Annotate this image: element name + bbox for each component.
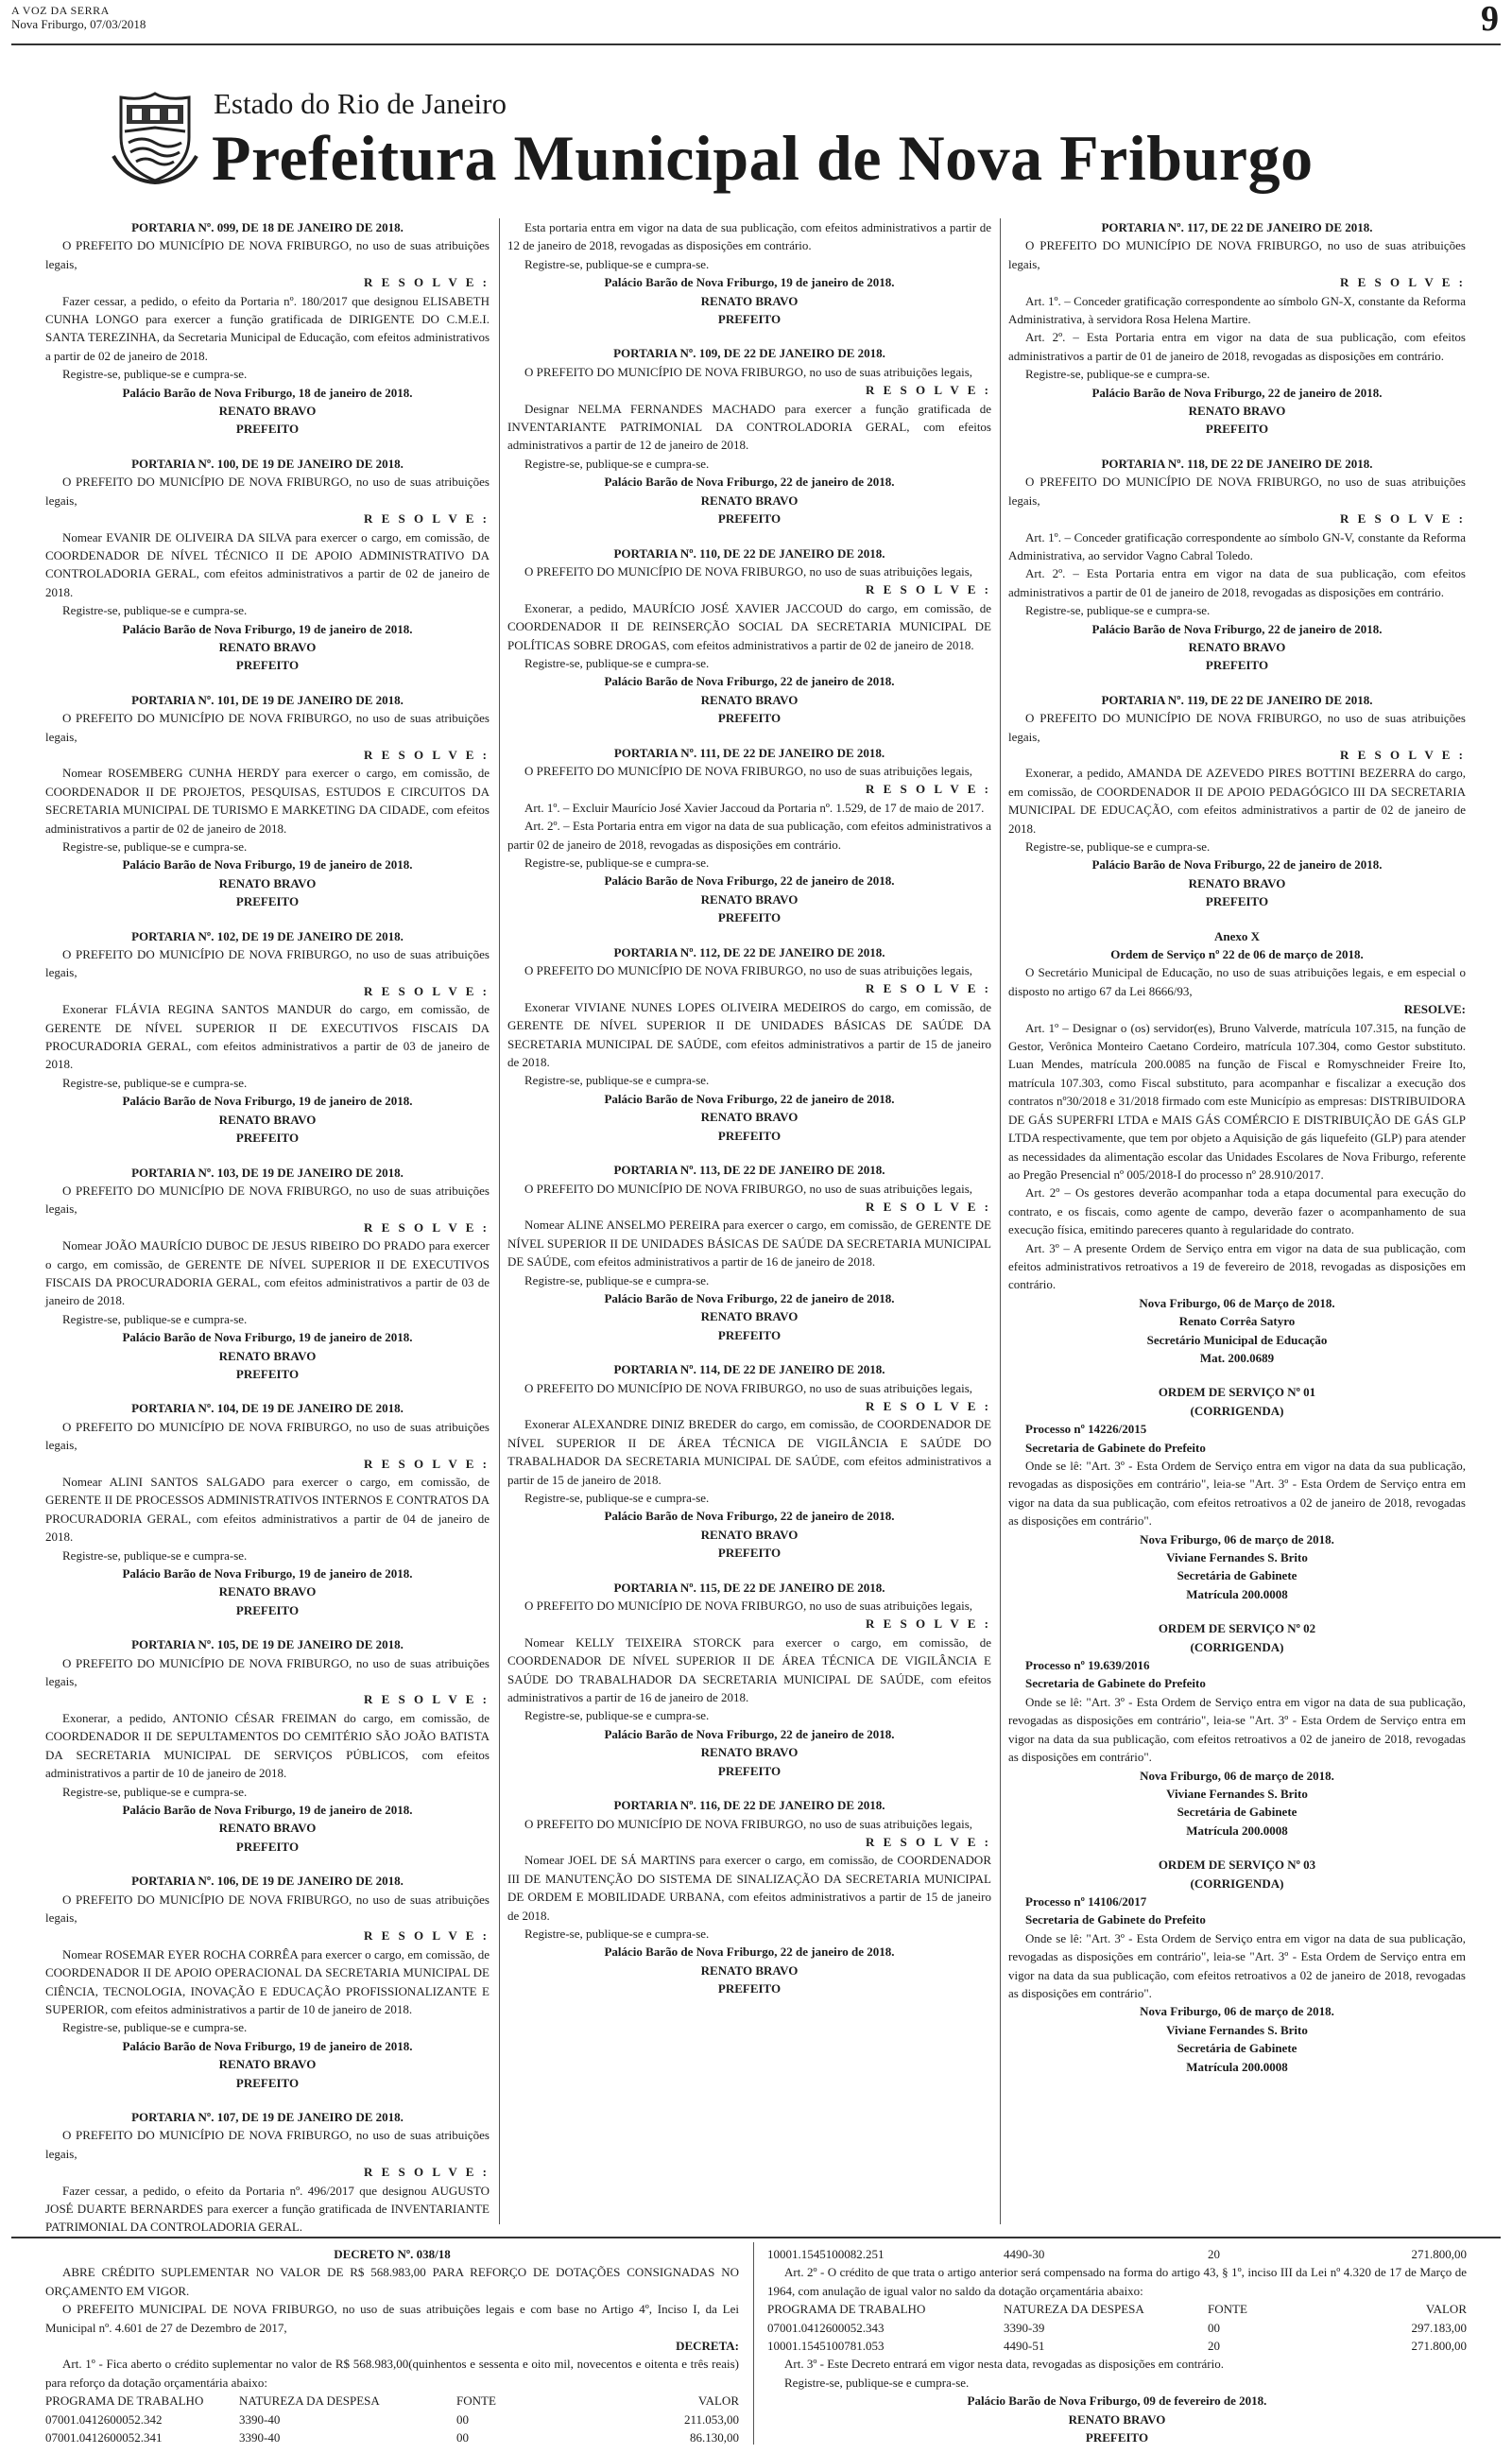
signature-line: RENATO BRAVO	[700, 1962, 799, 1978]
act-paragraph: Nomear ROSEMBERG CUNHA HERDY para exercer o cargo, em comissão, de COORDENADOR II DE PROJETOS, PESQUISAS, ESTUDOS E CIRCUITOS DA SECRETARIA MUNICIPAL DE TURISMO E MARKETING DA CIDADE, com efeitos administrativos a partir de 02 de janeiro de 2018.	[45, 766, 490, 836]
resolve-label: R E S O L V E :	[363, 1928, 490, 1944]
table-cell: 297.183,00	[1411, 2320, 1467, 2335]
signature-line: PREFEITO	[235, 2075, 300, 2090]
resolve-label: R E S O L V E :	[865, 981, 991, 996]
decree-left	[45, 2245, 739, 2446]
act-title: PORTARIA Nº. 101, DE 19 DE JANEIRO DE 2018.	[131, 692, 404, 707]
signature-line: Secretária de Gabinete	[1177, 1805, 1297, 1820]
act-paragraph: Registre-se, publique-se e cumpra-se.	[524, 655, 710, 670]
act-title: PORTARIA Nº. 116, DE 22 DE JANEIRO DE 2018.	[613, 1798, 885, 1813]
decree-publish: Registre-se, publique-se e cumpra-se.	[784, 2375, 970, 2390]
resolve-label: R E S O L V E :	[363, 275, 490, 290]
act-paragraph: Registre-se, publique-se e cumpra-se.	[524, 855, 710, 870]
signature-line: RENATO BRAVO	[700, 1309, 799, 1324]
act-paragraph: Onde se lê: "Art. 3º - Esta Ordem de Serviço entra em vigor na data de sua publicação, revogadas as disposições em contrário", leia-se "Art. 3º - Esta Ordem de Serviço entra em vigor na data da sua publicação, com efeitos retroativos a 02 de janeiro de 2018, revogadas as disposições em contrário".	[1008, 1930, 1466, 2000]
process-label: Secretaria de Gabinete do Prefeito	[1025, 1676, 1206, 1691]
process-label: Secretaria de Gabinete do Prefeito	[1025, 1912, 1206, 1927]
signature-line: Palácio Barão de Nova Friburgo, 22 de janeiro de 2018.	[1091, 385, 1383, 400]
decree-article-2: Art. 2º - O crédito de que trata o artigo anterior será compensado na forma do artigo 43, § 1º, inciso III da Lei nº 4.320 de 17 de Março de 1964, com anulação de igual valor no saldo da dotação orçamentária abaixo:	[767, 2265, 1467, 2298]
act-title: PORTARIA Nº. 118, DE 22 DE JANEIRO DE 2018.	[1101, 456, 1373, 471]
act-paragraph: Registre-se, publique-se e cumpra-se.	[524, 256, 710, 271]
act-paragraph: Exonerar, a pedido, ANTONIO CÉSAR FREIMAN do cargo, em comissão, de COORDENADOR II DE SEPULTAMENTOS DO CEMITÉRIO SÃO JOÃO BATISTA DA SECRETARIA MUNICIPAL DE SERVIÇOS PÚBLICOS, com efeitos administrativos a partir de 10 de janeiro de 2018.	[45, 1710, 490, 1781]
act-paragraph: Exonerar, a pedido, AMANDA DE AZEVEDO PIRES BOTTINI BEZERRA do cargo, em comissão, de COORDENADOR II DE APOIO PEDAGÓGICO III DA SECRETARIA MUNICIPAL DE EDUCAÇÃO, com efeitos administrativos a partir de 02 de janeiro de 2018.	[1008, 766, 1466, 836]
table-header-cell: VALOR	[697, 2394, 739, 2409]
signature-line: PREFEITO	[717, 910, 782, 925]
act-paragraph: O PREFEITO DO MUNICÍPIO DE NOVA FRIBURGO, no uso de suas atribuições legais,	[45, 1419, 490, 1453]
act-paragraph: Registre-se, publique-se e cumpra-se.	[1025, 603, 1211, 618]
act-paragraph: O PREFEITO DO MUNICÍPIO DE NOVA FRIBURGO, no uso de suas atribuições legais,	[45, 1183, 490, 1217]
act-title: (CORRIGENDA)	[1190, 1639, 1284, 1654]
decree-signature-title: PREFEITO	[1085, 2430, 1149, 2445]
signature-line: Nova Friburgo, 06 de Março de 2018.	[1139, 1295, 1335, 1310]
act-paragraph: O PREFEITO DO MUNICÍPIO DE NOVA FRIBURGO, no uso de suas atribuições legais,	[45, 2128, 490, 2161]
signature-line: Palácio Barão de Nova Friburgo, 22 de janeiro de 2018.	[604, 1091, 895, 1106]
act-paragraph: Exonerar VIVIANE NUNES LOPES OLIVEIRA MEDEIROS do cargo, em comissão, de GERENTE DE NÍVEL SUPERIOR II DE UNIDADES BÁSICAS DE SAÚDE DA SECRETARIA MUNICIPAL DE SAÚDE, com efeitos administrativos a partir de 15 de janeiro de 2018.	[507, 999, 991, 1070]
act-paragraph: Nomear ROSEMAR EYER ROCHA CORRÊA para exercer o cargo, em comissão, de COORDENADOR II DE APOIO OPERACIONAL DA SECRETARIA MUNICIPAL DE CIÊNCIA, TECNOLOGIA, INOVAÇÃO E EDUCAÇÃO PROFISSIONALIZANTE E SUPERIOR, com efeitos administrativos a partir de 10 de janeiro de 2018.	[45, 1946, 490, 2016]
act-paragraph: O PREFEITO DO MUNICÍPIO DE NOVA FRIBURGO, no uso de suas atribuições legais,	[524, 1380, 973, 1395]
act-title: PORTARIA Nº. 114, DE 22 DE JANEIRO DE 2018.	[613, 1362, 885, 1377]
table-header-cell: PROGRAMA DE TRABALHO	[45, 2394, 204, 2409]
signature-line: Palácio Barão de Nova Friburgo, 19 de janeiro de 2018.	[122, 2038, 413, 2053]
signature-line: RENATO BRAVO	[700, 891, 799, 907]
table-row	[767, 2337, 1467, 2355]
signature-line: PREFEITO	[1205, 658, 1269, 673]
signature-line: Palácio Barão de Nova Friburgo, 19 de janeiro de 2018.	[122, 857, 413, 873]
act-title: PORTARIA Nº. 110, DE 22 DE JANEIRO DE 2018.	[613, 545, 885, 561]
act-paragraph: O PREFEITO DO MUNICÍPIO DE NOVA FRIBURGO, no uso de suas atribuições legais,	[45, 1892, 490, 1925]
signature-line: Viviane Fernandes S. Brito	[1166, 1786, 1308, 1801]
act-paragraph: O PREFEITO DO MUNICÍPIO DE NOVA FRIBURGO, no uso de suas atribuições legais,	[524, 1816, 973, 1831]
budget-table-header	[767, 2300, 1467, 2318]
signature-line: RENATO BRAVO	[700, 1745, 799, 1760]
act-title: ORDEM DE SERVIÇO Nº 01	[1158, 1385, 1316, 1400]
signature-line: RENATO BRAVO	[700, 692, 799, 707]
decree-summary: ABRE CRÉDITO SUPLEMENTAR NO VALOR DE R$ 568.983,00 PARA REFORÇO DE DOTAÇÕES CONSIGNADAS NO ORÇAMENTO EM VIGOR.	[45, 2265, 739, 2298]
act-paragraph: Art. 1º. – Conceder gratificação correspondente ao símbolo GN-X, constante da Reforma Administrativa, à servidora Rosa Helena Martire.	[1008, 293, 1466, 327]
decree-article-1: Art. 1º - Fica aberto o crédito suplementar no valor de R$ 568.983,00(quinhentos e sessenta e oito mil, novecentos e oitenta e três reais) para reforço da dotação orçamentária abaixo:	[45, 2357, 739, 2390]
signature-line: Palácio Barão de Nova Friburgo, 18 de janeiro de 2018.	[122, 385, 413, 400]
city-hall-title: Prefeitura Municipal de Nova Friburgo	[212, 122, 1314, 194]
act-title: (CORRIGENDA)	[1190, 1875, 1284, 1891]
city-coat-of-arms-icon	[108, 90, 202, 184]
act-paragraph: Fazer cessar, a pedido, o efeito da Portaria nº. 496/2017 que designou AUGUSTO JOSÉ DUARTE BERNARDES para exercer a função gratificada de INVENTARIANTE PATRIMONIAL DA CONTROLADORIA GERAL.	[45, 2183, 490, 2235]
signature-line: Palácio Barão de Nova Friburgo, 22 de janeiro de 2018.	[604, 1290, 895, 1305]
act-paragraph: Nomear JOEL DE SÁ MARTINS para exercer o cargo, em comissão, de COORDENADOR III DE MANUTENÇÃO DO SISTEMA DE SINALIZAÇÃO DA SECRETARIA MUNICIPAL DE ORDEM E MOBILIDADE URBANA, com efeitos administrativos a partir de 15 de janeiro de 2018.	[507, 1853, 991, 1923]
signature-line: Palácio Barão de Nova Friburgo, 22 de janeiro de 2018.	[604, 1944, 895, 1960]
column-divider	[753, 2242, 754, 2445]
resolve-label: R E S O L V E :	[865, 582, 991, 597]
resolve-label: R E S O L V E :	[865, 1199, 991, 1214]
act-title: PORTARIA Nº. 109, DE 22 DE JANEIRO DE 2018.	[613, 346, 885, 361]
header-divider	[11, 43, 1501, 45]
signature-line: Matrícula 200.0008	[1186, 1586, 1288, 1601]
table-row	[767, 2245, 1467, 2263]
signature-line: RENATO BRAVO	[1188, 639, 1286, 654]
table-cell: 07001.0412600052.343	[767, 2320, 885, 2335]
decree-title: DECRETO Nº. 038/18	[334, 2247, 451, 2261]
page-number: 9	[1481, 0, 1499, 39]
signature-line: RENATO BRAVO	[218, 1348, 317, 1363]
column-divider	[499, 218, 500, 2224]
act-paragraph: Registre-se, publique-se e cumpra-se.	[524, 1708, 710, 1723]
table-cell: 3390-39	[1004, 2320, 1045, 2335]
act-paragraph: Fazer cessar, a pedido, o efeito da Portaria nº. 180/2017 que designou ELISABETH CUNHA LONGO para exercer a função gratificada de DIRIGENTE DO C.M.E.I. SANTA TEREZINHA, da Secretaria Municipal de Educação, com efeitos administrativos a partir de 02 de janeiro de 2018.	[45, 293, 490, 363]
act-title: ORDEM DE SERVIÇO Nº 03	[1158, 1858, 1316, 1873]
act-paragraph: O PREFEITO DO MUNICÍPIO DE NOVA FRIBURGO, no uso de suas atribuições legais,	[45, 238, 490, 271]
table-row	[45, 2428, 739, 2446]
table-row	[767, 2319, 1467, 2337]
signature-line: Nova Friburgo, 06 de março de 2018.	[1140, 1531, 1334, 1547]
resolve-label: R E S O L V E :	[363, 1456, 490, 1471]
table-header-cell: NATUREZA DA DESPESA	[239, 2394, 380, 2409]
act-paragraph: Exonerar FLÁVIA REGINA SANTOS MANDUR do cargo, em comissão, de GERENTE DE NÍVEL SUPERIOR II DE EXECUTIVOS FISCAIS DA PROCURADORIA GERAL, com efeitos administrativos a partir de 03 de janeiro de 2018.	[45, 1002, 490, 1072]
table-cell: 07001.0412600052.341	[45, 2430, 163, 2445]
act-paragraph: Registre-se, publique-se e cumpra-se.	[62, 603, 248, 618]
column-1	[45, 218, 490, 2237]
signature-line: Palácio Barão de Nova Friburgo, 19 de janeiro de 2018.	[122, 1802, 413, 1817]
signature-line: PREFEITO	[235, 1131, 300, 1146]
act-paragraph: O PREFEITO DO MUNICÍPIO DE NOVA FRIBURGO, no uso de suas atribuições legais,	[45, 947, 490, 980]
act-paragraph: Nomear ALINE ANSELMO PEREIRA para exercer o cargo, em comissão, de GERENTE DE NÍVEL SUPERIOR II DE UNIDADES BÁSICAS DE SAÚDE DA SECRETARIA MUNICIPAL DE SAÚDE, com efeitos administrativos a partir de 16 de janeiro de 2018.	[507, 1218, 991, 1270]
signature-line: PREFEITO	[717, 1327, 782, 1342]
act-paragraph: Art. 2º. – Esta Portaria entra em vigor na data de sua publicação, com efeitos administrativos a partir de 01 de janeiro de 2018, revogadas as disposições em contrário.	[1008, 330, 1466, 363]
act-title: PORTARIA Nº. 112, DE 22 DE JANEIRO DE 2018.	[613, 944, 885, 959]
table-cell: 4490-51	[1004, 2339, 1045, 2354]
column-2	[507, 218, 991, 1998]
signature-line: Palácio Barão de Nova Friburgo, 19 de janeiro de 2018.	[122, 1566, 413, 1581]
table-header-cell: NATUREZA DA DESPESA	[1004, 2302, 1144, 2317]
table-cell: 271.800,00	[1411, 2247, 1467, 2261]
signature-line: Matrícula 200.0008	[1186, 1823, 1288, 1838]
signature-line: RENATO BRAVO	[700, 1527, 799, 1542]
resolve-label: R E S O L V E :	[865, 1616, 991, 1632]
signature-line: PREFEITO	[717, 711, 782, 726]
resolve-label: R E S O L V E :	[363, 1219, 490, 1235]
signature-line: RENATO BRAVO	[218, 1821, 317, 1836]
act-paragraph: Registre-se, publique-se e cumpra-se.	[62, 367, 248, 382]
resolve-label: R E S O L V E :	[1339, 747, 1466, 762]
act-title: PORTARIA Nº. 107, DE 19 DE JANEIRO DE 2018.	[131, 2110, 404, 2124]
table-cell: 4490-30	[1004, 2247, 1045, 2261]
act-paragraph: Registre-se, publique-se e cumpra-se.	[1025, 839, 1211, 854]
act-paragraph: Registre-se, publique-se e cumpra-se.	[62, 1075, 248, 1090]
act-paragraph: O Secretário Municipal de Educação, no uso de suas atribuições legais, e em especial o disposto no artigo 67 da Lei 8666/93,	[1008, 965, 1466, 998]
process-label: Processo nº 19.639/2016	[1025, 1658, 1150, 1673]
decree-divider	[11, 2237, 1501, 2238]
act-paragraph: O PREFEITO DO MUNICÍPIO DE NOVA FRIBURGO, no uso de suas atribuições legais,	[45, 711, 490, 744]
signature-line: Viviane Fernandes S. Brito	[1166, 2022, 1308, 2037]
act-title: PORTARIA Nº. 113, DE 22 DE JANEIRO DE 2018.	[613, 1163, 885, 1178]
process-label: Processo nº 14226/2015	[1025, 1422, 1147, 1437]
resolve-label: R E S O L V E :	[865, 1834, 991, 1849]
act-title: PORTARIA Nº. 099, DE 18 DE JANEIRO DE 2018.	[131, 220, 404, 234]
table-header-cell: FONTE	[1208, 2302, 1247, 2317]
table-cell: 86.130,00	[690, 2430, 739, 2445]
act-paragraph: O PREFEITO DO MUNICÍPIO DE NOVA FRIBURGO, no uso de suas atribuições legais,	[1008, 238, 1466, 271]
act-paragraph: Nomear KELLY TEIXEIRA STORCK para exercer o cargo, em comissão, de COORDENADOR DE NÍVEL SUPERIOR II DE ÁREA TÉCNICA DE VIGILÂNCIA E SAÚDE DO TRABALHADOR DA SECRETARIA MUNICIPAL DE SAÚDE, com efeitos administrativos a partir de 16 de janeiro de 2018.	[507, 1634, 991, 1705]
resolve-label: R E S O L V E :	[363, 747, 490, 762]
signature-line: PREFEITO	[235, 422, 300, 437]
table-header-cell: PROGRAMA DE TRABALHO	[767, 2302, 926, 2317]
table-cell: 10001.1545100082.251	[767, 2247, 885, 2261]
resolve-label: R E S O L V E :	[363, 511, 490, 527]
signature-line: RENATO BRAVO	[218, 639, 317, 654]
signature-line: PREFEITO	[717, 511, 782, 527]
act-paragraph: Registre-se, publique-se e cumpra-se.	[524, 1491, 710, 1505]
act-title: PORTARIA Nº. 104, DE 19 DE JANEIRO DE 2018.	[131, 1401, 404, 1416]
signature-line: RENATO BRAVO	[218, 2057, 317, 2072]
table-row	[45, 2411, 739, 2428]
column-divider	[1000, 218, 1001, 2224]
signature-line: Renato Corrêa Satyro	[1178, 1314, 1296, 1329]
act-paragraph: O PREFEITO DO MUNICÍPIO DE NOVA FRIBURGO, no uso de suas atribuições legais,	[524, 963, 973, 978]
resolve-label: R E S O L V E :	[865, 782, 991, 797]
signature-line: Palácio Barão de Nova Friburgo, 19 de janeiro de 2018.	[122, 1094, 413, 1109]
table-cell: 211.053,00	[683, 2411, 739, 2427]
act-paragraph: O PREFEITO DO MUNICÍPIO DE NOVA FRIBURGO, no uso de suas atribuições legais,	[524, 763, 973, 778]
signature-line: RENATO BRAVO	[700, 493, 799, 508]
resolve-label: R E S O L V E :	[865, 1398, 991, 1413]
signature-line: Viviane Fernandes S. Brito	[1166, 1550, 1308, 1565]
act-paragraph: Art. 1º. – Excluir Maurício José Xavier Jaccoud da Portaria nº. 1.529, de 17 de maio de 2017.	[524, 800, 985, 815]
table-cell: 271.800,00	[1411, 2339, 1467, 2354]
resolve-label: R E S O L V E :	[363, 983, 490, 998]
act-title: (CORRIGENDA)	[1190, 1403, 1284, 1418]
act-paragraph: Art. 1º. – Conceder gratificação correspondente ao símbolo GN-V, constante da Reforma Administrativa, ao servidor Vagno Cabral Toledo.	[1008, 529, 1466, 562]
signature-line: Palácio Barão de Nova Friburgo, 22 de janeiro de 2018.	[604, 1509, 895, 1524]
signature-line: PREFEITO	[235, 658, 300, 673]
act-paragraph: Art. 2º. – Esta Portaria entra em vigor na data de sua publicação, com efeitos administrativos a partir de 01 de janeiro de 2018, revogadas as disposições em contrário.	[1008, 566, 1466, 599]
signature-line: Palácio Barão de Nova Friburgo, 19 de janeiro de 2018.	[122, 1330, 413, 1345]
table-cell: 00	[456, 2411, 469, 2427]
table-cell: 00	[1208, 2320, 1220, 2335]
act-paragraph: Registre-se, publique-se e cumpra-se.	[1025, 367, 1211, 382]
column-3	[1008, 218, 1466, 2076]
act-paragraph: O PREFEITO DO MUNICÍPIO DE NOVA FRIBURGO, no uso de suas atribuições legais,	[524, 1599, 973, 1614]
act-title: Anexo X	[1213, 928, 1261, 943]
act-paragraph: Art. 2º – Os gestores deverão acompanhar toda a etapa documental para execução do contrato, e os fiscais, como agente de campo, deverão fazer o acompanhamento de sua execução física, emitindo pareceres quanto à regularidade do contrato.	[1008, 1185, 1466, 1237]
act-paragraph: O PREFEITO DO MUNICÍPIO DE NOVA FRIBURGO, no uso de suas atribuições legais,	[1008, 475, 1466, 508]
act-paragraph: Art. 3º – A presente Ordem de Serviço entra em vigor na data de sua publicação, com efeitos administrativos retroativos a 19 de fevereiro de 2018, revogadas as disposições em contrário.	[1008, 1240, 1466, 1292]
signature-line: PREFEITO	[717, 1981, 782, 1996]
decree-right	[767, 2245, 1467, 2446]
act-paragraph: Registre-se, publique-se e cumpra-se.	[62, 1784, 248, 1799]
resolve-label: RESOLVE:	[1403, 1002, 1466, 1017]
act-paragraph: O PREFEITO DO MUNICÍPIO DE NOVA FRIBURGO, no uso de suas atribuições legais,	[524, 364, 973, 379]
state-name: Estado do Rio de Janeiro	[214, 87, 507, 120]
act-paragraph: Registre-se, publique-se e cumpra-se.	[62, 1311, 248, 1326]
decree-decreta: DECRETA:	[676, 2339, 739, 2354]
act-title: PORTARIA Nº. 119, DE 22 DE JANEIRO DE 2018.	[1101, 692, 1373, 707]
signature-line: PREFEITO	[235, 894, 300, 909]
act-paragraph: Nomear EVANIR DE OLIVEIRA DA SILVA para exercer o cargo, em comissão, de COORDENADOR DE NÍVEL TÉCNICO II DE APOIO ADMINISTRATIVO DA CONTROLADORIA GERAL, com efeitos administrativos a partir de 02 de janeiro de 2018.	[45, 529, 490, 599]
act-paragraph: Registre-se, publique-se e cumpra-se.	[62, 839, 248, 854]
signature-line: RENATO BRAVO	[1188, 404, 1286, 419]
signature-line: PREFEITO	[717, 1763, 782, 1778]
act-paragraph: O PREFEITO DO MUNICÍPIO DE NOVA FRIBURGO, no uso de suas atribuições legais,	[524, 1181, 973, 1196]
table-cell: 00	[456, 2430, 469, 2445]
act-paragraph: Onde se lê: "Art. 3º - Esta Ordem de Serviço entra em vigor na data da sua publicação, revogadas as disposições em contrário", leia-se "Art. 3º - Esta Ordem de Serviço entra em vigor na data da sua publicação, com efeitos retroativos a 02 de janeiro de 2018, revogadas as disposições em contrário".	[1008, 1459, 1466, 1529]
act-paragraph: O PREFEITO DO MUNICÍPIO DE NOVA FRIBURGO, no uso de suas atribuições legais,	[45, 1655, 490, 1689]
signature-line: PREFEITO	[1205, 894, 1269, 909]
signature-line: PREFEITO	[235, 1602, 300, 1617]
decree-signature-place: Palácio Barão de Nova Friburgo, 09 de fevereiro de 2018.	[967, 2394, 1267, 2409]
act-title: PORTARIA Nº. 106, DE 19 DE JANEIRO DE 2018.	[131, 1874, 404, 1889]
act-title: ORDEM DE SERVIÇO Nº 02	[1158, 1621, 1316, 1636]
signature-line: RENATO BRAVO	[218, 875, 317, 890]
act-paragraph: Nomear JOÃO MAURÍCIO DUBOC DE JESUS RIBEIRO DO PRADO para exercer o cargo, em comissão, de GERENTE DE NÍVEL SUPERIOR II DE EXECUTIVOS FISCAIS DA PROCURADORIA GERAL, com efeitos administrativos a partir de 03 de janeiro de 2018.	[45, 1238, 490, 1308]
table-header-cell: VALOR	[1425, 2302, 1467, 2317]
budget-table-header	[45, 2392, 739, 2410]
signature-line: PREFEITO	[1205, 422, 1269, 437]
act-paragraph: Exonerar, a pedido, MAURÍCIO JOSÉ XAVIER JACCOUD do cargo, em comissão, de COORDENADOR II DE REINSERÇÃO SOCIAL DA SECRETARIA MUNICIPAL DE POLÍTICAS SOBRE DROGAS, com efeitos administrativos a partir de 02 de janeiro de 2018.	[507, 600, 991, 652]
act-paragraph: Registre-se, publique-se e cumpra-se.	[62, 2020, 248, 2035]
signature-line: Palácio Barão de Nova Friburgo, 19 de janeiro de 2018.	[604, 275, 895, 290]
signature-line: RENATO BRAVO	[218, 1112, 317, 1127]
table-cell: 10001.1545100781.053	[767, 2339, 885, 2354]
signature-line: Secretário Municipal de Educação	[1146, 1332, 1328, 1347]
signature-line: Mat. 200.0689	[1199, 1350, 1275, 1365]
act-paragraph: Registre-se, publique-se e cumpra-se.	[524, 456, 710, 471]
signature-line: Nova Friburgo, 06 de março de 2018.	[1140, 2004, 1334, 2019]
act-title: Ordem de Serviço nº 22 de 06 de março de 2018.	[1110, 947, 1364, 962]
signature-line: Matrícula 200.0008	[1186, 2059, 1288, 2074]
act-paragraph: Art. 1º – Designar o (os) servidor(es), Bruno Valverde, matrícula 107.315, na função de Gestor, Verônica Monteiro Caetano Cordeiro, matrícula 107.304, como Gestor substituto. Luan Mendes, matrícula 200.0085 na função de Fiscal e Romyschneider Freire Ito, matrícula 107.303, como Fiscal substituto, para acompanhar e fiscalizar a execução dos contratos nº30/2018 e 31/2018 firmado com este Município as empresas: DISTRIBUIDORA DE GÁS SUPERFRI LTDA e MAIS GÁS COMÉRCIO E DISTRIBUIÇÃO DE GÁS GLP LTDA respectivamente, que tem por objeto a Aquisição de gás liquefeito (GLP) para atender as necessidades da alimentação escolar das Unidades Escolares de Nova Friburgo, referente ao Pregão Presencial nº 005/2018-I do processo nº 28.910/2017.	[1008, 1020, 1466, 1182]
decree-signature-name: RENATO BRAVO	[1068, 2411, 1166, 2427]
signature-line: Secretária de Gabinete	[1177, 1568, 1297, 1583]
resolve-label: R E S O L V E :	[1339, 275, 1466, 290]
process-label: Processo nº 14106/2017	[1025, 1893, 1147, 1909]
signature-line: Palácio Barão de Nova Friburgo, 19 de janeiro de 2018.	[122, 621, 413, 636]
act-title: PORTARIA Nº. 115, DE 22 DE JANEIRO DE 2018.	[613, 1580, 885, 1595]
signature-line: Palácio Barão de Nova Friburgo, 22 de janeiro de 2018.	[1091, 857, 1383, 873]
act-paragraph: Art. 2º. – Esta Portaria entra em vigor na data de sua publicação, com efeitos administrativos a partir 02 de janeiro de 2018, revogadas as disposições em contrário.	[507, 819, 991, 852]
signature-line: Palácio Barão de Nova Friburgo, 22 de janeiro de 2018.	[1091, 621, 1383, 636]
act-paragraph: Registre-se, publique-se e cumpra-se.	[524, 1073, 710, 1088]
resolve-label: R E S O L V E :	[1339, 511, 1466, 527]
signature-line: PREFEITO	[235, 1366, 300, 1381]
act-paragraph: Designar NELMA FERNANDES MACHADO para exercer a função gratificada de INVENTARIANTE PATRIMONIAL DA CONTROLADORIA GERAL, com efeitos administrativos a partir de 12 de janeiro de 2018.	[507, 401, 991, 453]
act-paragraph: Onde se lê: "Art. 3º - Esta Ordem de Serviço entra em vigor na data de sua publicação, revogadas as disposições em contrário", leia-se "Art. 3º - Esta Ordem de Serviço entra em vigor na data da sua publicação, com efeitos retroativos a 02 de janeiro de 2018, revogadas as disposições em contrário".	[1008, 1694, 1466, 1765]
act-paragraph: O PREFEITO DO MUNICÍPIO DE NOVA FRIBURGO, no uso de suas atribuições legais,	[524, 563, 973, 579]
signature-line: Secretária de Gabinete	[1177, 2041, 1297, 2056]
act-title: PORTARIA Nº. 105, DE 19 DE JANEIRO DE 2018.	[131, 1637, 404, 1652]
table-cell: 3390-40	[239, 2430, 281, 2445]
signature-line: Nova Friburgo, 06 de março de 2018.	[1140, 1768, 1334, 1783]
table-header-cell: FONTE	[456, 2394, 496, 2409]
act-title: PORTARIA Nº. 100, DE 19 DE JANEIRO DE 2018.	[131, 456, 404, 471]
signature-line: PREFEITO	[717, 1546, 782, 1561]
act-title: PORTARIA Nº. 102, DE 19 DE JANEIRO DE 2018.	[131, 928, 404, 943]
signature-line: RENATO BRAVO	[1188, 875, 1286, 890]
newspaper-name: A VOZ DA SERRA	[11, 4, 110, 17]
act-title: PORTARIA Nº. 103, DE 19 DE JANEIRO DE 2018.	[131, 1165, 404, 1180]
signature-line: Palácio Barão de Nova Friburgo, 22 de janeiro de 2018.	[604, 475, 895, 490]
act-paragraph: Registre-se, publique-se e cumpra-se.	[62, 1547, 248, 1563]
act-paragraph: O PREFEITO DO MUNICÍPIO DE NOVA FRIBURGO, no uso de suas atribuições legais,	[45, 475, 490, 508]
table-cell: 20	[1208, 2247, 1220, 2261]
signature-line: Palácio Barão de Nova Friburgo, 22 de janeiro de 2018.	[604, 1726, 895, 1741]
signature-line: PREFEITO	[717, 312, 782, 327]
act-title: PORTARIA Nº. 117, DE 22 DE JANEIRO DE 2018.	[1101, 220, 1373, 234]
signature-line: RENATO BRAVO	[700, 1110, 799, 1125]
act-paragraph: Registre-se, publique-se e cumpra-se.	[524, 1926, 710, 1941]
resolve-label: R E S O L V E :	[363, 1692, 490, 1707]
table-cell: 3390-40	[239, 2411, 281, 2427]
signature-line: Palácio Barão de Nova Friburgo, 22 de janeiro de 2018.	[604, 873, 895, 889]
signature-line: PREFEITO	[717, 1128, 782, 1143]
act-title: PORTARIA Nº. 111, DE 22 DE JANEIRO DE 2018.	[613, 745, 885, 760]
signature-line: RENATO BRAVO	[700, 293, 799, 308]
resolve-label: R E S O L V E :	[865, 383, 991, 398]
table-cell: 07001.0412600052.342	[45, 2411, 163, 2427]
resolve-label: R E S O L V E :	[363, 2165, 490, 2180]
signature-line: RENATO BRAVO	[218, 1584, 317, 1599]
act-paragraph: Exonerar ALEXANDRE DINIZ BREDER do cargo, em comissão, de COORDENADOR DE NÍVEL SUPERIOR II DE ÁREA TÉCNICA DE VIGILÂNCIA E SAÚDE DO TRABALHADOR DA SECRETARIA MUNICIPAL DE SAÚDE, com efeitos administrativos a partir de 15 de janeiro de 2018.	[507, 1417, 991, 1487]
act-paragraph: O PREFEITO DO MUNICÍPIO DE NOVA FRIBURGO, no uso de suas atribuições legais,	[1008, 711, 1466, 744]
table-cell: 20	[1208, 2339, 1220, 2354]
signature-line: Palácio Barão de Nova Friburgo, 22 de janeiro de 2018.	[604, 674, 895, 689]
decree-preamble: O PREFEITO MUNICIPAL DE NOVA FRIBURGO, no uso de suas atribuições legais e com base no Artigo 4º, Inciso I, da Lei Municipal nº. 4.601 de 27 de Dezembro de 2017,	[45, 2302, 739, 2335]
decree-article-3: Art. 3º - Este Decreto entrará em vigor nesta data, revogadas as disposições em contrário.	[784, 2357, 1224, 2372]
process-label: Secretaria de Gabinete do Prefeito	[1025, 1440, 1206, 1455]
act-paragraph: Nomear ALINI SANTOS SALGADO para exercer o cargo, em comissão, de GERENTE II DE PROCESSOS ADMINISTRATIVOS INTERNOS E CONTRATOS DA PROCURADORIA GERAL, com efeitos administrativos a partir de 04 de janeiro de 2018.	[45, 1475, 490, 1545]
signature-line: PREFEITO	[235, 1839, 300, 1854]
act-paragraph: Registre-se, publique-se e cumpra-se.	[524, 1272, 710, 1287]
act-paragraph: Esta portaria entra em vigor na data de sua publicação, com efeitos administrativos a partir de 12 de janeiro de 2018, revogadas as disposições em contrário.	[507, 220, 991, 253]
signature-line: RENATO BRAVO	[218, 404, 317, 419]
edition-date: Nova Friburgo, 07/03/2018	[11, 17, 146, 31]
